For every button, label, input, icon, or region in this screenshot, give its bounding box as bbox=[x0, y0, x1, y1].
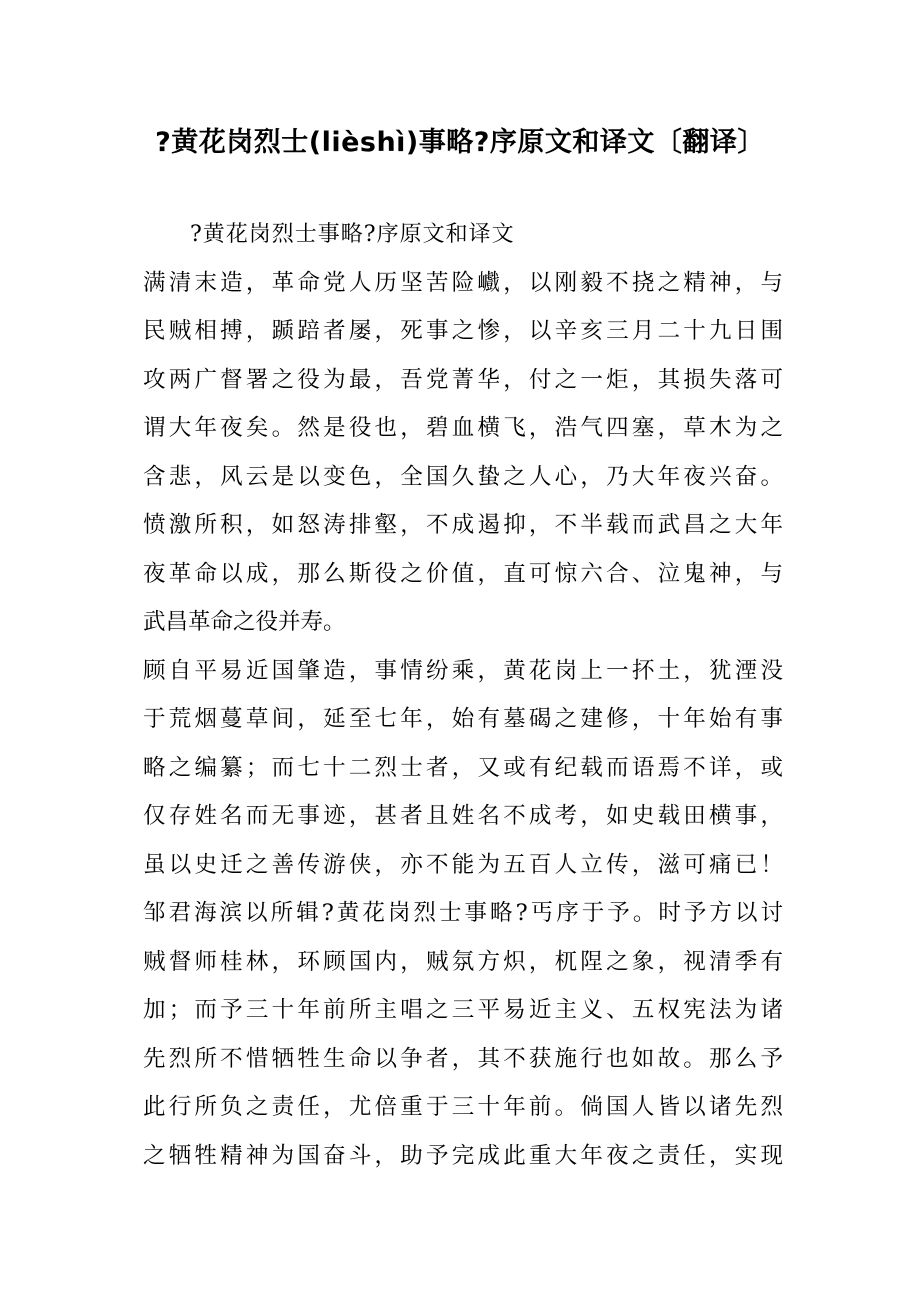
body-line: 谓大年夜矣。然是役也，碧血横飞，浩气四塞，草木为之 bbox=[143, 415, 783, 441]
body-line: 攻两广督署之役为最，吾党菁华，付之一炬，其损失落可 bbox=[143, 367, 783, 393]
body-line: 虽以史迁之善传游侠，亦不能为五百人立传，滋可痛已！ bbox=[143, 852, 783, 878]
document-subtitle: ?黄花岗烈士事略?序原文和译文 bbox=[190, 222, 515, 247]
body-line: 略之编纂；而七十二烈士者，又或有纪载而语焉不详，或 bbox=[143, 755, 783, 781]
body-line: 顾自平易近国肇造，事情纷乘，黄花岗上一抔土，犹湮没 bbox=[143, 658, 783, 684]
body-line: 夜革命以成，那么斯役之价值，直可惊六合、泣鬼神，与 bbox=[143, 561, 783, 587]
body-line: 此行所负之责任，尤倍重于三十年前。倘国人皆以诸先烈 bbox=[143, 1094, 783, 1120]
body-line: 仅存姓名而无事迹，甚者且姓名不成考，如史载田横事， bbox=[143, 803, 783, 829]
body-line: 加；而予三十年前所主唱之三平易近主义、五权宪法为诸 bbox=[143, 997, 783, 1023]
body-line: 含悲，风云是以变色，全国久蛰之人心，乃大年夜兴奋。 bbox=[143, 464, 783, 490]
body-line: 愤激所积，如怒涛排壑，不成遏抑，不半载而武昌之大年 bbox=[143, 512, 783, 538]
body-line: 先烈所不惜牺牲生命以争者，其不获施行也如故。那么予 bbox=[143, 1046, 783, 1072]
body-line: 于荒烟蔓草间，延至七年，始有墓碣之建修，十年始有事 bbox=[143, 706, 783, 732]
body-line: 之牺牲精神为国奋斗，助予完成此重大年夜之责任，实现 bbox=[143, 1143, 783, 1169]
body-line: 武昌革命之役并寿。 bbox=[143, 609, 346, 635]
body-line: 贼督师桂林，环顾国内，贼氛方炽，杌陧之象，视清季有 bbox=[143, 949, 783, 975]
body-line: 民贼相搏，踬踣者屡，死事之惨，以辛亥三月二十九日围 bbox=[143, 318, 783, 344]
document-title: ?黄花岗烈士(lièshì)事略?序原文和译文〔翻译〕 bbox=[155, 127, 765, 158]
body-line: 满清末造，革命党人历坚苦险巇，以刚毅不挠之精神，与 bbox=[143, 270, 783, 296]
body-line: 邹君海滨以所辑?黄花岗烈士事略?丐序于予。时予方以讨 bbox=[143, 900, 783, 926]
